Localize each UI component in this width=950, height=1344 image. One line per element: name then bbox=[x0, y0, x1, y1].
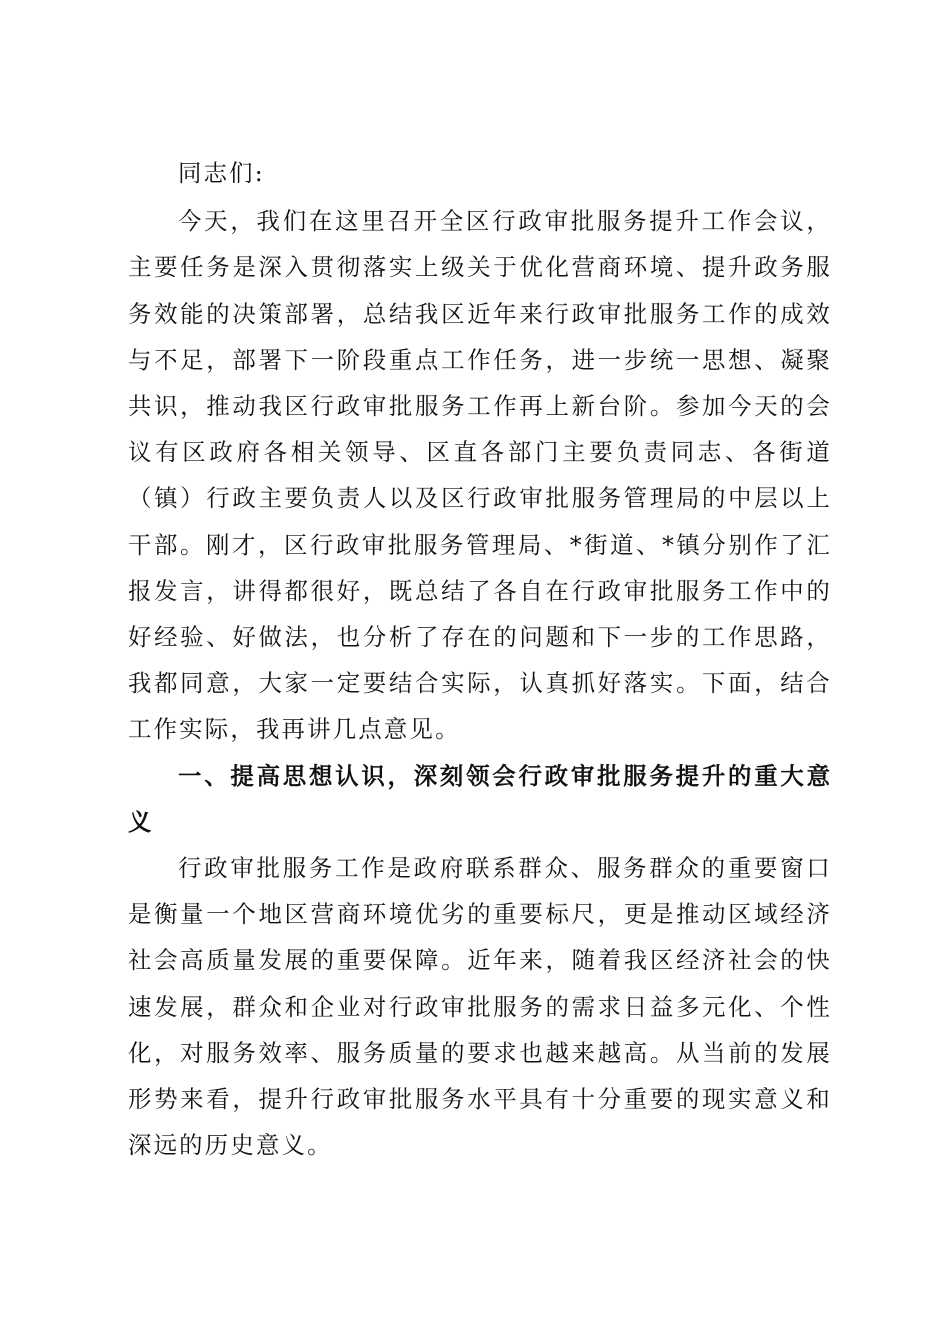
section-paragraph: 行政审批服务工作是政府联系群众、服务群众的重要窗口是衡量一个地区营商环境优劣的重要标尺，更是推动区域经济社会高质量发展的重要保障。近年来，随着我区经济社会的快速发展，群众和企业对行政审批服务的需求日益多元化、个性化，对服务效率、服务质量的要求也越来越高。从当前的发展形势来看，提升行政审批服务水平具有十分重要的现实意义和深远的历史意义。 bbox=[128, 854, 832, 1160]
section-heading: 一、提高思想认识，深刻领会行政审批服务提升的重大意义 bbox=[128, 761, 832, 836]
salutation: 同志们: bbox=[178, 159, 265, 187]
document-body bbox=[128, 150, 832, 1168]
intro-paragraph: 今天，我们在这里召开全区行政审批服务提升工作会议，主要任务是深入贯彻落实上级关于优化营商环境、提升政务服务效能的决策部署，总结我区近年来行政审批服务工作的成效与不足，部署下一阶段重点工作任务，进一步统一思想、凝聚共识，推动我区行政审批服务工作再上新台阶。参加今天的会议有区政府各相关领导、区直各部门主要负责同志、各街道（镇）行政主要负责人以及区行政审批服务管理局的中层以上干部。刚才，区行政审批服务管理局、*街道、*镇分别作了汇报发言，讲得都很好，既总结了各自在行政审批服务工作中的好经验、好做法，也分析了存在的问题和下一步的工作思路，我都同意，大家一定要结合实际，认真抓好落实。下面，结合工作实际，我再讲几点意见。 bbox=[128, 207, 832, 744]
